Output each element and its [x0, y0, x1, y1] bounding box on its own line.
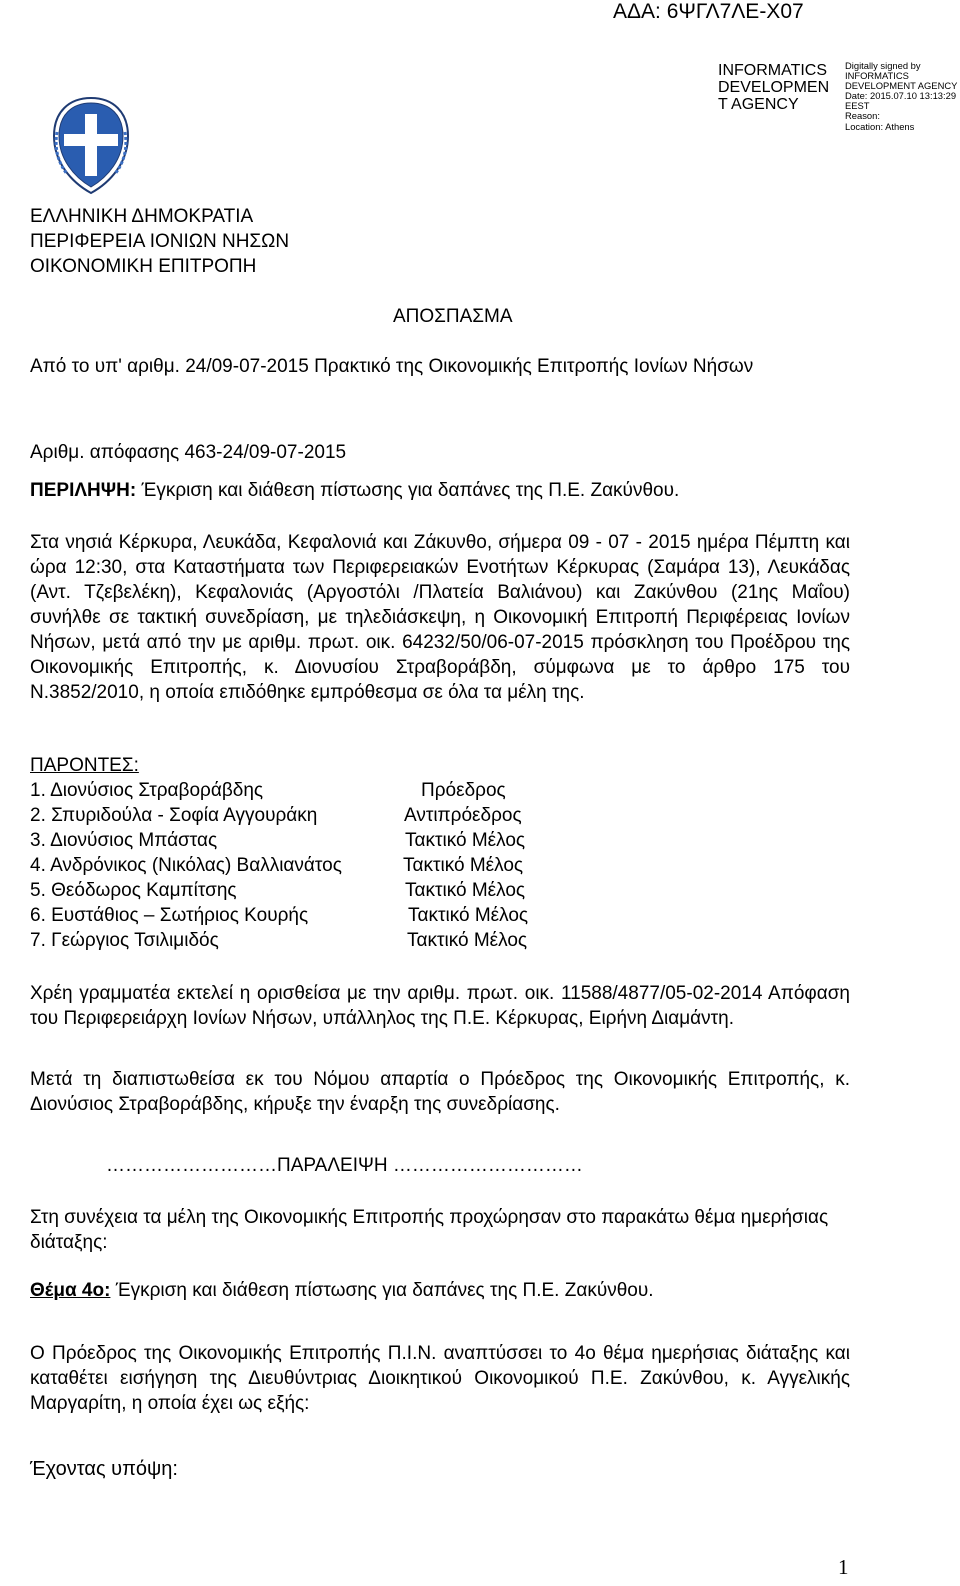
member-name: 6. Ευστάθιος – Σωτήριος Κουρής — [30, 905, 309, 926]
signature-line: Date: 2015.07.10 13:13:29 — [845, 90, 957, 102]
member-name: 1. Διονύσιος Στραβοράβδης — [30, 780, 264, 801]
signature-line: DEVELOPMENT AGENCY — [845, 80, 958, 92]
member-role: Αντιπρόεδρος — [404, 805, 522, 826]
summary-label: ΠΕΡΙΛΗΨΗ: — [30, 480, 137, 501]
member-role: Πρόεδρος — [421, 780, 506, 801]
presentation-paragraph: Ο Πρόεδρος της Οικονομικής Επιτροπής Π.Ι.Ν. αναπτύσσει το 4ο θέμα ημερήσιας διάταξης και καταθέτει εισήγηση της Διευθύντριας Διοικητικού Οικονομικού Π.Ε. Ζακύνθου, κ. Αγγελικής Μαργαρίτη, η οποία έχει ως εξής: — [30, 1343, 850, 1414]
member-name: 5. Θεόδωρος Καμπίτσης — [30, 880, 237, 901]
document-title: ΑΠΟΣΠΑΣΜΑ — [393, 306, 513, 327]
summary-text: Έγκριση και διάθεση πίστωσης για δαπάνες της Π.Ε. Ζακύνθου. — [136, 480, 680, 501]
topic-text: Έγκριση και διάθεση πίστωσης για δαπάνες της Π.Ε. Ζακύνθου. — [110, 1280, 654, 1301]
hellenic-republic-emblem-icon — [49, 96, 133, 196]
member-name: 7. Γεώργιος Τσιλιμιδός — [30, 930, 219, 951]
member-role: Τακτικό Μέλος — [408, 905, 529, 926]
ada-code: ΑΔΑ: 6ΨΓΛ7ΛΕ-Χ07 — [613, 0, 804, 23]
digital-signature-details — [845, 61, 957, 132]
summary-line — [30, 480, 679, 502]
considering-heading: Έχοντας υπόψη: — [30, 1458, 178, 1480]
member-role: Τακτικό Μέλος — [403, 855, 524, 876]
member-name: 2. Σπυριδούλα - Σοφία Αγγουράκη — [30, 805, 318, 826]
omission-marker: ………………………ΠΑΡΑΛΕΙΨΗ ………………………… — [106, 1155, 583, 1176]
minutes-reference-text: Από το υπ' αριθμ. 24/09-07-2015 Πρακτικό της Οικονομικής Επιτροπής Ιονίων Νήσων — [30, 356, 754, 377]
authority-line: ΠΕΡΙΦΕΡΕΙΑ ΙΟΝΙΩΝ ΝΗΣΩΝ — [30, 231, 290, 252]
minutes-reference — [30, 354, 850, 380]
topic-label: Θέμα 4ο: — [30, 1280, 111, 1301]
signature-line: Reason: — [845, 110, 880, 122]
signature-line: Digitally signed by — [845, 60, 921, 71]
page-number: 1 — [838, 1555, 849, 1579]
member-name: 4. Ανδρόνικος (Νικόλας) Βαλλιανάτος — [30, 855, 342, 876]
signature-line: EEST — [845, 100, 870, 112]
signature-organization: INFORMATICS DEVELOPMEN T AGENCY — [718, 62, 830, 113]
quorum-paragraph: Μετά τη διαπιστωθείσα εκ του Νόμου απαρτία ο Πρόεδρος της Οικονομικής Επιτροπής, κ. Διονύσιος Στραβοράβδης, κήρυξε την έναρξη της συνεδρίασης. — [30, 1069, 850, 1115]
member-role: Τακτικό Μέλος — [407, 930, 528, 951]
member-name: 3. Διονύσιος Μπάστας — [30, 830, 218, 851]
signature-line: Location: Athens — [845, 120, 915, 132]
authority-line: ΟΙΚΟΝΟΜΙΚΗ ΕΠΙΤΡΟΠΗ — [30, 256, 257, 277]
present-label: ΠΑΡΟΝΤΕΣ: — [30, 755, 139, 776]
member-role: Τακτικό Μέλος — [405, 830, 526, 851]
signature-line: INFORMATICS — [845, 70, 909, 82]
agenda-paragraph: Στη συνέχεια τα μέλη της Οικονομικής Επιτροπής προχώρησαν στο παρακάτω θέμα ημερήσιας διάταξης: — [30, 1207, 829, 1253]
secretary-paragraph: Χρέη γραμματέα εκτελεί η ορισθείσα με την αριθμ. πρωτ. οικ. 11588/4877/05-02-2014 Απόφαση του Περιφερειάρχη Ιονίων Νήσων, υπάλληλος της Π.Ε. Κέρκυρας, Ειρήνη Διαμάντη. — [30, 983, 850, 1029]
topic-line — [30, 1280, 654, 1302]
intro-paragraph: Στα νησιά Κέρκυρα, Λευκάδα, Κεφαλονιά και Ζάκυνθο, σήμερα 09 - 07 - 2015 ημέρα Πέμπτη και ώρα 12:30, στα Καταστήματα των Περιφερειακών Ενοτήτων Κέρκυρας (Σαμάρα 13), Λευκάδας (Αντ. Τζεβελέκη), Κεφαλονιάς (Αργοστόλι /Πλατεία Βαλιάνου) και Ζακύνθου (21ης Μαΐου) συνήλθε σε τακτική συνεδρίαση, με τηλεδιάσκεψη, η Οικονομική Επιτροπή Περιφέρειας Ιονίων Νήσων, μετά από την με αριθμ. πρωτ. οικ. 64232/50/06-07-2015 πρόσκληση του Προέδρου της Οικονομικής Επιτροπής, κ. Διονυσίου Στραβοράβδη, σύμφωνα με το άρθρο 175 του Ν.3852/2010, η οποία επιδόθηκε εμπρόθεσμα σε όλα τα μέλη της. — [30, 532, 850, 703]
decision-number: Αριθμ. απόφασης 463-24/09-07-2015 — [30, 442, 347, 463]
authority-line: ΕΛΛΗΝΙΚΗ ΔΗΜΟΚΡΑΤΙΑ — [30, 206, 254, 227]
member-role: Τακτικό Μέλος — [405, 880, 526, 901]
